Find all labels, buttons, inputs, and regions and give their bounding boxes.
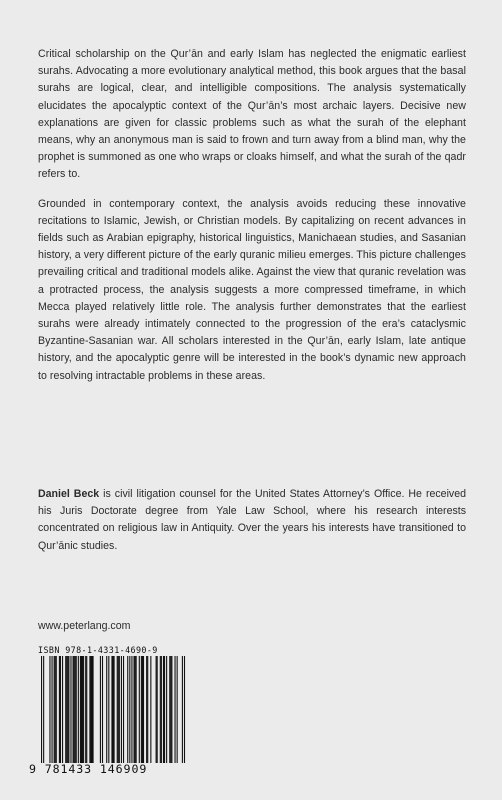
- barcode-bar: [102, 656, 103, 763]
- barcode-bar: [67, 656, 68, 763]
- barcode-bar: [89, 656, 90, 763]
- barcode-bar: [127, 656, 128, 763]
- barcode-bar: [147, 656, 148, 763]
- barcode-bar: [146, 656, 147, 763]
- description-paragraph-2: Grounded in contemporary context, the analysis avoids reducing these innovative recitations to Islamic, Jewish, or Christian models. By capitalizing on recent advances in fields such as Arabian epigraphy, historical linguistics, Manichaean studies, and Sasanian history, a very different picture of the early quranic milieu emerges. This picture challenges prevailing critical and traditional models alike. Against the view that quranic revelation was a protracted process, the analysis suggests a more compressed timeframe, in which Mecca played relatively little role. The analysis further demonstrates that the earliest surahs were already intimately connected to the progression of the era’s cataclysmic Byzantine-Sasanian war. All scholars interested in the Qur’ān, early Islam, late antique history, and the apocalyptic genre will be interested in the book’s dynamic new approach to resolving intractable problems in these areas.: [38, 197, 466, 382]
- barcode-bar: [114, 656, 115, 763]
- barcode-bar: [164, 656, 165, 763]
- barcode-bar: [65, 656, 66, 763]
- barcode-bar: [141, 656, 142, 763]
- barcode-bar: [142, 656, 143, 763]
- description-paragraph-1: Critical scholarship on the Qur’ān and early Islam has neglected the enigmatic earliest surahs. Advocating a more evolutionary analytical method, this book argues that the basal surahs are logical, clear, and intelligible compositions. The analysis systematically elucidates the apocalyptic context of the Qur’ān’s most archaic layers. Decisive new explanations are given for classic problems such as what the surah of the elephant means, why an anonymous man is said to frown and turn away from a blind man, why the prophet is summoned as one who wraps or cloaks himself, and what the surah of the qadr refers to.: [38, 48, 466, 181]
- barcode-bar: [75, 656, 76, 763]
- barcode-bar: [111, 656, 112, 763]
- barcode-bar: [112, 656, 113, 763]
- barcode-bar: [119, 656, 120, 763]
- barcode-bar: [55, 656, 56, 763]
- author-bio-text: is civil litigation counsel for the United States Attorney’s Office. He received his Juris Doctorate degree from Yale Law School, where his research interests concentrated on religious law in Antiquity. Over the years his interests have transitioned to Qur’ānic studies.: [38, 488, 467, 552]
- barcode-bar: [163, 656, 164, 763]
- barcode-bar: [135, 656, 136, 763]
- author-bio: [38, 486, 466, 555]
- barcode-bar: [90, 656, 91, 763]
- barcode-bar: [66, 656, 67, 763]
- barcode-bar: [68, 656, 69, 763]
- barcode-bar: [156, 656, 157, 763]
- barcode-bar: [62, 656, 63, 763]
- barcode-bar: [161, 656, 162, 763]
- isbn-label: ISBN 978-1-4331-4690-9: [38, 645, 158, 655]
- barcode-bar: [134, 656, 135, 763]
- barcode-bar: [74, 656, 75, 763]
- barcode-bar: [157, 656, 158, 763]
- barcode-bar: [59, 656, 60, 763]
- barcode-bar: [174, 656, 175, 763]
- barcode-bar: [129, 656, 130, 763]
- barcode-bar: [166, 656, 167, 763]
- barcode-bar: [184, 656, 185, 763]
- barcode-bar: [169, 656, 170, 763]
- book-description: [38, 46, 466, 385]
- barcode-bar: [150, 656, 151, 763]
- barcode-bar: [54, 656, 55, 763]
- barcode-bar: [81, 656, 82, 763]
- barcode-bar: [108, 656, 109, 763]
- barcode-bar: [60, 656, 61, 763]
- barcode-bar: [106, 656, 107, 763]
- barcode-bar: [170, 656, 171, 763]
- barcode-digits: 9 781433 146909: [29, 762, 148, 776]
- author-name: Daniel Beck: [38, 488, 100, 500]
- barcode-bar: [41, 656, 42, 763]
- barcode-bar: [143, 656, 144, 763]
- isbn-barcode: [38, 656, 188, 763]
- barcode-bar: [83, 656, 84, 763]
- barcode-bar: [160, 656, 161, 763]
- barcode-bar: [43, 656, 44, 763]
- barcode-bar: [80, 656, 81, 763]
- publisher-url: www.peterlang.com: [38, 620, 131, 632]
- barcode-bar: [93, 656, 94, 763]
- barcode-bar: [171, 656, 172, 763]
- barcode-bar: [182, 656, 183, 763]
- barcode-bar: [131, 656, 132, 763]
- barcode-bar: [85, 656, 86, 763]
- barcode-bar: [91, 656, 92, 763]
- barcode-bar: [177, 656, 178, 763]
- barcode-bar: [73, 656, 74, 763]
- barcode-bar: [56, 656, 57, 763]
- barcode-bar: [139, 656, 140, 763]
- barcode-bar: [118, 656, 119, 763]
- barcode-bar: [100, 656, 101, 763]
- barcode-bar: [52, 656, 53, 763]
- barcode-bar: [78, 656, 79, 763]
- barcode-bar: [82, 656, 83, 763]
- barcode-bar: [117, 656, 118, 763]
- barcode-bar: [136, 656, 137, 763]
- barcode-bar: [76, 656, 77, 763]
- barcode-bar: [86, 656, 87, 763]
- barcode-bar: [123, 656, 124, 763]
- barcode-bar: [121, 656, 122, 763]
- barcode-bar: [49, 656, 50, 763]
- barcode-bar: [70, 656, 71, 763]
